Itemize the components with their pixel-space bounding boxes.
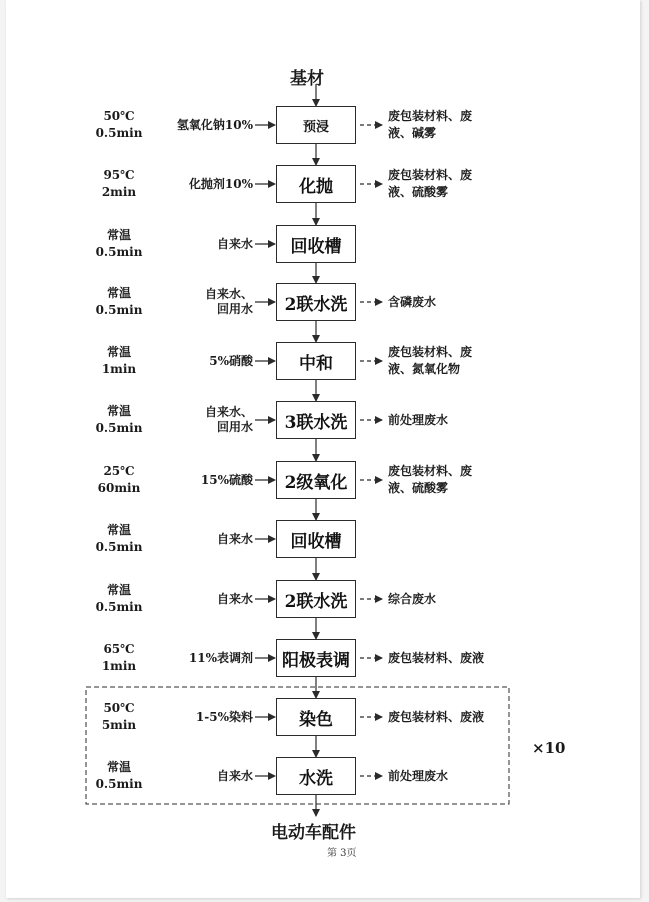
step-condition <box>84 108 154 142</box>
step-input-line: 自来水、 <box>204 287 253 301</box>
start-label: 基材 <box>290 69 324 89</box>
process-step-box: 中和 <box>276 342 356 380</box>
step-input <box>150 710 253 725</box>
process-step-box: 染色 <box>276 698 356 736</box>
step-input <box>150 354 253 369</box>
step-input <box>150 473 253 488</box>
step-condition <box>84 759 154 793</box>
step-output <box>388 768 448 785</box>
process-step-box: 回收槽 <box>276 225 356 263</box>
step-output-line: 废包装材料、废 <box>388 109 473 123</box>
step-condition-line: 0.5min <box>95 303 143 317</box>
process-step-box: 3联水洗 <box>276 401 356 439</box>
process-step-box: 预浸 <box>276 106 356 144</box>
step-input <box>150 592 253 607</box>
step-condition <box>84 463 154 497</box>
step-input <box>150 651 253 666</box>
step-output <box>388 650 484 667</box>
step-output-line: 综合废水 <box>388 591 437 606</box>
step-condition <box>84 641 154 675</box>
step-condition-line: 常温 <box>106 404 131 418</box>
step-condition-line: 常温 <box>106 286 131 300</box>
process-step-box: 2联水洗 <box>276 283 356 321</box>
step-condition-line: 常温 <box>106 523 131 537</box>
step-input <box>150 118 253 133</box>
step-input-line: 化抛剂10% <box>188 176 253 191</box>
step-condition-line: 常温 <box>106 760 131 774</box>
step-condition-line: 1min <box>101 362 137 376</box>
step-condition-line: 常温 <box>106 345 131 359</box>
step-condition-line: 50℃ <box>103 109 135 123</box>
step-output-line: 废包装材料、废 <box>388 464 473 478</box>
step-input-line: 自来水 <box>216 768 253 783</box>
step-condition-line: 常温 <box>106 228 131 242</box>
end-label: 电动车配件 <box>271 823 356 843</box>
step-condition <box>84 227 154 261</box>
step-condition-line: 5min <box>101 718 137 732</box>
step-output-line: 废包装材料、废 <box>388 345 473 359</box>
step-output <box>388 412 448 429</box>
step-output-line: 液、硫酸雾 <box>388 185 449 199</box>
step-input <box>150 237 253 252</box>
step-output-line: 前处理废水 <box>388 412 449 427</box>
step-input-line: 自来水 <box>216 531 253 546</box>
step-output <box>388 344 472 378</box>
step-condition-line: 1min <box>101 659 137 673</box>
step-output <box>388 294 436 311</box>
step-output-line: 液、氮氧化物 <box>388 362 461 376</box>
step-condition <box>84 167 154 201</box>
step-output-line: 废包装材料、废液 <box>388 650 485 665</box>
step-input <box>150 177 253 192</box>
step-input <box>150 532 253 547</box>
process-step-box: 回收槽 <box>276 520 356 558</box>
step-input <box>150 287 253 317</box>
step-condition-line: 50℃ <box>103 701 135 715</box>
step-input-line: 自来水、 <box>204 405 253 419</box>
step-condition <box>84 700 154 734</box>
step-output <box>388 463 472 497</box>
step-output-line: 废包装材料、废 <box>388 168 473 182</box>
step-input-line: 自来水 <box>216 591 253 606</box>
step-output <box>388 167 472 201</box>
step-condition-line: 常温 <box>106 583 131 597</box>
process-step-box: 2联水洗 <box>276 580 356 618</box>
step-input-line: 氢氧化钠10% <box>176 117 253 132</box>
step-input-line: 15%硫酸 <box>200 472 253 487</box>
step-condition-line: 0.5min <box>95 126 143 140</box>
step-output-line: 前处理废水 <box>388 768 449 783</box>
loop-count-label: ×10 <box>532 739 566 757</box>
step-output <box>388 108 472 142</box>
step-condition-line: 0.5min <box>95 245 143 259</box>
step-input <box>150 405 253 435</box>
step-input-line: 回用水 <box>216 420 253 434</box>
process-step-box: 2级氧化 <box>276 461 356 499</box>
process-step-box: 阳极表调 <box>276 639 356 677</box>
step-condition-line: 0.5min <box>95 600 143 614</box>
step-condition-line: 0.5min <box>95 540 143 554</box>
step-condition <box>84 285 154 319</box>
step-input-line: 1-5%染料 <box>195 709 253 724</box>
step-condition-line: 60min <box>97 481 141 495</box>
step-input-line: 回用水 <box>216 302 253 316</box>
step-condition-line: 25℃ <box>103 464 135 478</box>
step-condition-line: 95℃ <box>103 168 135 182</box>
step-output <box>388 709 484 726</box>
process-step-box: 化抛 <box>276 165 356 203</box>
step-condition-line: 2min <box>101 185 137 199</box>
step-input <box>150 769 253 784</box>
step-condition <box>84 582 154 616</box>
step-output <box>388 591 436 608</box>
step-output-line: 液、碱雾 <box>388 126 437 140</box>
step-input-line: 11%表调剂 <box>188 650 253 665</box>
step-output-line: 含磷废水 <box>388 294 437 309</box>
step-condition-line: 65℃ <box>103 642 135 656</box>
step-condition <box>84 344 154 378</box>
step-input-line: 5%硝酸 <box>209 353 253 368</box>
page-number: 第 3页 <box>327 848 357 859</box>
step-output-line: 液、硫酸雾 <box>388 481 449 495</box>
step-condition <box>84 403 154 437</box>
process-step-box: 水洗 <box>276 757 356 795</box>
step-condition-line: 0.5min <box>95 777 143 791</box>
step-input-line: 自来水 <box>216 236 253 251</box>
step-condition <box>84 522 154 556</box>
step-condition-line: 0.5min <box>95 421 143 435</box>
step-output-line: 废包装材料、废液 <box>388 709 485 724</box>
